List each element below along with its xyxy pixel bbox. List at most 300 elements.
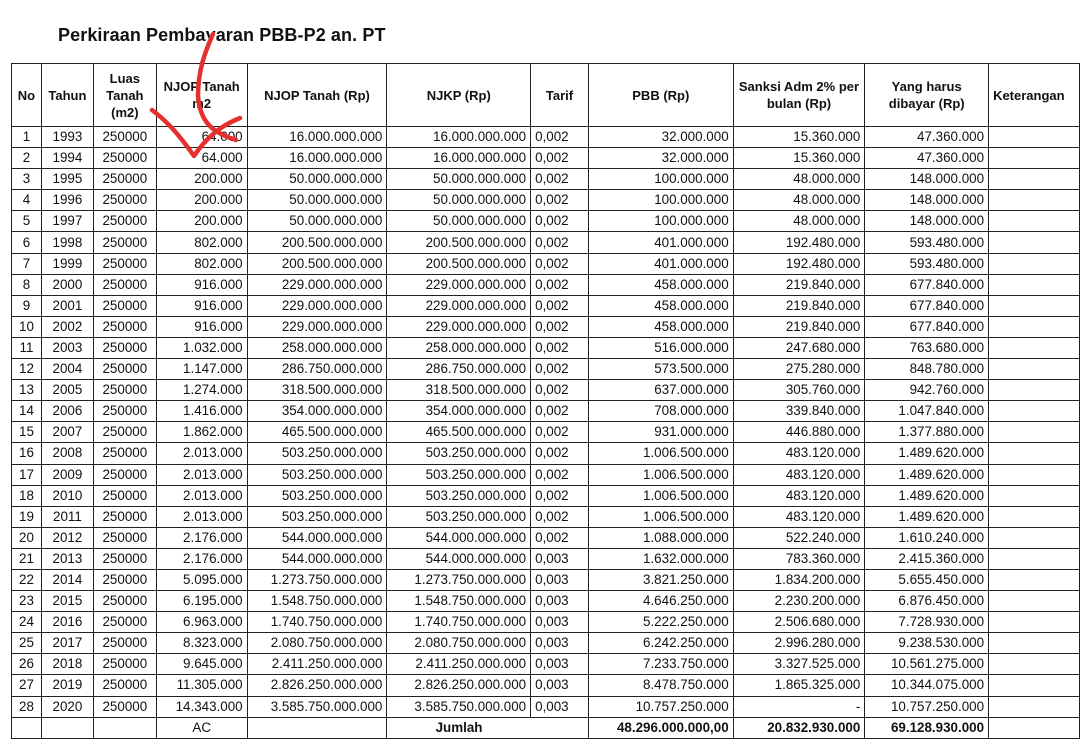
- cell-luas: 250000: [93, 612, 156, 633]
- cell-njop-m2: 2.013.000: [156, 485, 247, 506]
- cell-pbb: 1.632.000.000: [588, 548, 733, 569]
- cell-njop-m2: 64.000: [156, 148, 247, 169]
- cell-keterangan: [989, 485, 1080, 506]
- cell-tarif: 0,002: [531, 127, 589, 148]
- table-row: [12, 548, 1080, 569]
- cell-keterangan: [989, 127, 1080, 148]
- cell-keterangan: [989, 422, 1080, 443]
- total-ac: AC: [156, 717, 247, 738]
- cell-pbb: 931.000.000: [588, 422, 733, 443]
- cell-total: 10.757.250.000: [865, 696, 989, 717]
- cell-luas: 250000: [93, 675, 156, 696]
- table-body: [12, 127, 1080, 739]
- cell-njkp: 503.250.000.000: [387, 506, 531, 527]
- page-title: Perkiraan Pembayaran PBB-P2 an. PT: [58, 25, 386, 45]
- cell-tahun: 2003: [41, 337, 93, 358]
- cell-njkp: 3.585.750.000.000: [387, 696, 531, 717]
- cell-pbb: 1.006.500.000: [588, 443, 733, 464]
- cell-njop-m2: 6.195.000: [156, 591, 247, 612]
- cell-keterangan: [989, 211, 1080, 232]
- cell-tahun: 1998: [41, 232, 93, 253]
- cell-keterangan: [989, 527, 1080, 548]
- cell-sanksi: 48.000.000: [733, 169, 865, 190]
- cell-total: 6.876.450.000: [865, 591, 989, 612]
- cell-pbb: 32.000.000: [588, 127, 733, 148]
- cell-no: 6: [12, 232, 42, 253]
- cell-njop-m2: 200.000: [156, 190, 247, 211]
- cell-sanksi: 483.120.000: [733, 443, 865, 464]
- header-pbb: PBB (Rp): [588, 64, 733, 127]
- header-row: [12, 64, 1080, 127]
- cell-tarif: 0,002: [531, 380, 589, 401]
- total-cell-empty-4: [247, 717, 387, 738]
- cell-no: 25: [12, 633, 42, 654]
- header-tahun: Tahun: [41, 64, 93, 127]
- cell-tarif: 0,003: [531, 569, 589, 590]
- header-yang-harus-dibayar: Yang harus dibayar (Rp): [865, 64, 989, 127]
- cell-no: 7: [12, 253, 42, 274]
- cell-njkp: 2.411.250.000.000: [387, 654, 531, 675]
- cell-luas: 250000: [93, 148, 156, 169]
- cell-tarif: 0,002: [531, 148, 589, 169]
- cell-njop: 1.273.750.000.000: [247, 569, 387, 590]
- cell-luas: 250000: [93, 274, 156, 295]
- cell-njkp: 503.250.000.000: [387, 485, 531, 506]
- cell-keterangan: [989, 295, 1080, 316]
- cell-pbb: 6.242.250.000: [588, 633, 733, 654]
- cell-tahun: 2000: [41, 274, 93, 295]
- cell-pbb: 458.000.000: [588, 316, 733, 337]
- cell-njop-m2: 916.000: [156, 274, 247, 295]
- cell-njop-m2: 916.000: [156, 316, 247, 337]
- cell-njop: 50.000.000.000: [247, 211, 387, 232]
- cell-luas: 250000: [93, 316, 156, 337]
- cell-total: 5.655.450.000: [865, 569, 989, 590]
- cell-luas: 250000: [93, 654, 156, 675]
- cell-tahun: 1993: [41, 127, 93, 148]
- cell-keterangan: [989, 548, 1080, 569]
- cell-tarif: 0,002: [531, 253, 589, 274]
- table-row: [12, 295, 1080, 316]
- total-sanksi: 20.832.930.000: [733, 717, 865, 738]
- cell-njop-m2: 1.416.000: [156, 401, 247, 422]
- cell-no: 8: [12, 274, 42, 295]
- cell-pbb: 3.821.250.000: [588, 569, 733, 590]
- table-row: [12, 464, 1080, 485]
- cell-total: 148.000.000: [865, 169, 989, 190]
- total-row: [12, 717, 1080, 738]
- cell-njkp: 318.500.000.000: [387, 380, 531, 401]
- cell-tahun: 2005: [41, 380, 93, 401]
- cell-total: 677.840.000: [865, 295, 989, 316]
- cell-tarif: 0,003: [531, 612, 589, 633]
- cell-total: 47.360.000: [865, 148, 989, 169]
- table-row: [12, 443, 1080, 464]
- cell-no: 3: [12, 169, 42, 190]
- cell-no: 4: [12, 190, 42, 211]
- cell-sanksi: 15.360.000: [733, 148, 865, 169]
- cell-luas: 250000: [93, 633, 156, 654]
- table-row: [12, 211, 1080, 232]
- cell-tarif: 0,003: [531, 654, 589, 675]
- cell-keterangan: [989, 380, 1080, 401]
- table-row: [12, 127, 1080, 148]
- cell-njkp: 2.080.750.000.000: [387, 633, 531, 654]
- cell-luas: 250000: [93, 211, 156, 232]
- cell-tarif: 0,002: [531, 211, 589, 232]
- cell-pbb: 573.500.000: [588, 359, 733, 380]
- cell-total: 1.610.240.000: [865, 527, 989, 548]
- cell-njop-m2: 2.176.000: [156, 548, 247, 569]
- table-row: [12, 232, 1080, 253]
- cell-tahun: 2004: [41, 359, 93, 380]
- cell-tahun: 2015: [41, 591, 93, 612]
- cell-keterangan: [989, 148, 1080, 169]
- total-cell-empty-3: [93, 717, 156, 738]
- cell-no: 18: [12, 485, 42, 506]
- cell-njop: 200.500.000.000: [247, 253, 387, 274]
- cell-total: 9.238.530.000: [865, 633, 989, 654]
- cell-njop-m2: 1.147.000: [156, 359, 247, 380]
- cell-njkp: 16.000.000.000: [387, 127, 531, 148]
- cell-njop-m2: 802.000: [156, 253, 247, 274]
- total-grand: 69.128.930.000: [865, 717, 989, 738]
- header-no: No: [12, 64, 42, 127]
- total-pbb: 48.296.000.000,00: [588, 717, 733, 738]
- cell-njkp: 503.250.000.000: [387, 464, 531, 485]
- cell-total: 1.489.620.000: [865, 485, 989, 506]
- cell-njkp: 503.250.000.000: [387, 443, 531, 464]
- cell-tarif: 0,002: [531, 359, 589, 380]
- cell-njop: 503.250.000.000: [247, 464, 387, 485]
- cell-total: 10.344.075.000: [865, 675, 989, 696]
- cell-luas: 250000: [93, 232, 156, 253]
- cell-sanksi: 192.480.000: [733, 253, 865, 274]
- cell-pbb: 10.757.250.000: [588, 696, 733, 717]
- cell-luas: 250000: [93, 401, 156, 422]
- cell-njop-m2: 14.343.000: [156, 696, 247, 717]
- cell-pbb: 100.000.000: [588, 190, 733, 211]
- cell-no: 16: [12, 443, 42, 464]
- cell-njop: 503.250.000.000: [247, 506, 387, 527]
- cell-luas: 250000: [93, 253, 156, 274]
- cell-njop-m2: 1.032.000: [156, 337, 247, 358]
- cell-sanksi: 2.506.680.000: [733, 612, 865, 633]
- cell-njop: 2.080.750.000.000: [247, 633, 387, 654]
- cell-no: 5: [12, 211, 42, 232]
- cell-tahun: 2014: [41, 569, 93, 590]
- cell-njop: 258.000.000.000: [247, 337, 387, 358]
- cell-total: 1.047.840.000: [865, 401, 989, 422]
- cell-total: 677.840.000: [865, 274, 989, 295]
- cell-njop: 2.411.250.000.000: [247, 654, 387, 675]
- cell-keterangan: [989, 316, 1080, 337]
- table-row: [12, 422, 1080, 443]
- cell-keterangan: [989, 696, 1080, 717]
- table-row: [12, 274, 1080, 295]
- cell-njop: 1.740.750.000.000: [247, 612, 387, 633]
- header-njop-tanah: NJOP Tanah (Rp): [247, 64, 387, 127]
- cell-sanksi: 483.120.000: [733, 464, 865, 485]
- cell-keterangan: [989, 401, 1080, 422]
- cell-tarif: 0,002: [531, 190, 589, 211]
- cell-tahun: 1996: [41, 190, 93, 211]
- cell-pbb: 100.000.000: [588, 211, 733, 232]
- cell-no: 12: [12, 359, 42, 380]
- total-cell-empty-5: [531, 717, 589, 738]
- cell-sanksi: 305.760.000: [733, 380, 865, 401]
- pbb-table: [11, 63, 1080, 739]
- cell-sanksi: 15.360.000: [733, 127, 865, 148]
- cell-pbb: 401.000.000: [588, 253, 733, 274]
- cell-luas: 250000: [93, 127, 156, 148]
- cell-pbb: 1.006.500.000: [588, 485, 733, 506]
- table-row: [12, 401, 1080, 422]
- cell-njop: 465.500.000.000: [247, 422, 387, 443]
- cell-njkp: 354.000.000.000: [387, 401, 531, 422]
- cell-njop-m2: 2.176.000: [156, 527, 247, 548]
- cell-sanksi: 2.230.200.000: [733, 591, 865, 612]
- cell-tahun: 2006: [41, 401, 93, 422]
- cell-njop: 50.000.000.000: [247, 169, 387, 190]
- cell-total: 1.489.620.000: [865, 506, 989, 527]
- cell-tahun: 1995: [41, 169, 93, 190]
- cell-luas: 250000: [93, 422, 156, 443]
- cell-njop-m2: 1.862.000: [156, 422, 247, 443]
- cell-njop-m2: 11.305.000: [156, 675, 247, 696]
- cell-pbb: 8.478.750.000: [588, 675, 733, 696]
- cell-pbb: 401.000.000: [588, 232, 733, 253]
- cell-njkp: 258.000.000.000: [387, 337, 531, 358]
- cell-keterangan: [989, 359, 1080, 380]
- cell-tarif: 0,002: [531, 422, 589, 443]
- cell-no: 10: [12, 316, 42, 337]
- table-row: [12, 148, 1080, 169]
- cell-total: 763.680.000: [865, 337, 989, 358]
- cell-sanksi: 192.480.000: [733, 232, 865, 253]
- cell-no: 17: [12, 464, 42, 485]
- cell-keterangan: [989, 612, 1080, 633]
- cell-njop: 229.000.000.000: [247, 316, 387, 337]
- cell-njop-m2: 8.323.000: [156, 633, 247, 654]
- cell-luas: 250000: [93, 485, 156, 506]
- cell-tarif: 0,002: [531, 527, 589, 548]
- cell-njop-m2: 200.000: [156, 211, 247, 232]
- cell-no: 21: [12, 548, 42, 569]
- cell-tahun: 2009: [41, 464, 93, 485]
- cell-no: 24: [12, 612, 42, 633]
- cell-tarif: 0,002: [531, 295, 589, 316]
- cell-njop-m2: 6.963.000: [156, 612, 247, 633]
- cell-no: 20: [12, 527, 42, 548]
- cell-njkp: 50.000.000.000: [387, 211, 531, 232]
- cell-keterangan: [989, 506, 1080, 527]
- cell-luas: 250000: [93, 190, 156, 211]
- table-row: [12, 527, 1080, 548]
- cell-no: 22: [12, 569, 42, 590]
- cell-pbb: 1.006.500.000: [588, 464, 733, 485]
- cell-luas: 250000: [93, 548, 156, 569]
- cell-sanksi: 783.360.000: [733, 548, 865, 569]
- cell-total: 677.840.000: [865, 316, 989, 337]
- table-row: [12, 316, 1080, 337]
- table-row: [12, 380, 1080, 401]
- cell-njop: 16.000.000.000: [247, 127, 387, 148]
- table-row: [12, 591, 1080, 612]
- cell-tarif: 0,002: [531, 274, 589, 295]
- cell-njop: 354.000.000.000: [247, 401, 387, 422]
- cell-total: 1.377.880.000: [865, 422, 989, 443]
- cell-njop: 503.250.000.000: [247, 443, 387, 464]
- cell-luas: 250000: [93, 569, 156, 590]
- cell-tarif: 0,002: [531, 464, 589, 485]
- cell-luas: 250000: [93, 380, 156, 401]
- cell-sanksi: 339.840.000: [733, 401, 865, 422]
- cell-tarif: 0,002: [531, 337, 589, 358]
- cell-total: 593.480.000: [865, 232, 989, 253]
- cell-pbb: 1.006.500.000: [588, 506, 733, 527]
- cell-tahun: 1999: [41, 253, 93, 274]
- header-tarif: Tarif: [531, 64, 589, 127]
- cell-njop: 200.500.000.000: [247, 232, 387, 253]
- cell-njop-m2: 802.000: [156, 232, 247, 253]
- cell-pbb: 100.000.000: [588, 169, 733, 190]
- cell-njop: 2.826.250.000.000: [247, 675, 387, 696]
- cell-keterangan: [989, 464, 1080, 485]
- cell-total: 942.760.000: [865, 380, 989, 401]
- cell-pbb: 1.088.000.000: [588, 527, 733, 548]
- cell-luas: 250000: [93, 359, 156, 380]
- cell-sanksi: 247.680.000: [733, 337, 865, 358]
- cell-luas: 250000: [93, 591, 156, 612]
- cell-njkp: 1.740.750.000.000: [387, 612, 531, 633]
- cell-njkp: 229.000.000.000: [387, 316, 531, 337]
- cell-njop-m2: 2.013.000: [156, 506, 247, 527]
- cell-tarif: 0,002: [531, 232, 589, 253]
- table-row: [12, 569, 1080, 590]
- cell-sanksi: 219.840.000: [733, 316, 865, 337]
- cell-luas: 250000: [93, 464, 156, 485]
- cell-njkp: 544.000.000.000: [387, 548, 531, 569]
- table-row: [12, 506, 1080, 527]
- cell-keterangan: [989, 654, 1080, 675]
- cell-njkp: 465.500.000.000: [387, 422, 531, 443]
- cell-tarif: 0,003: [531, 696, 589, 717]
- cell-no: 28: [12, 696, 42, 717]
- cell-no: 26: [12, 654, 42, 675]
- cell-tahun: 2019: [41, 675, 93, 696]
- cell-luas: 250000: [93, 506, 156, 527]
- cell-tahun: 1994: [41, 148, 93, 169]
- header-njkp: NJKP (Rp): [387, 64, 531, 127]
- cell-njkp: 200.500.000.000: [387, 232, 531, 253]
- cell-luas: 250000: [93, 169, 156, 190]
- cell-sanksi: 48.000.000: [733, 190, 865, 211]
- cell-keterangan: [989, 569, 1080, 590]
- cell-njkp: 544.000.000.000: [387, 527, 531, 548]
- cell-pbb: 5.222.250.000: [588, 612, 733, 633]
- cell-njkp: 50.000.000.000: [387, 169, 531, 190]
- cell-njop: 544.000.000.000: [247, 527, 387, 548]
- cell-total: 2.415.360.000: [865, 548, 989, 569]
- cell-njkp: 1.273.750.000.000: [387, 569, 531, 590]
- cell-njop: 544.000.000.000: [247, 548, 387, 569]
- cell-njkp: 229.000.000.000: [387, 295, 531, 316]
- cell-sanksi: 48.000.000: [733, 211, 865, 232]
- table-row: [12, 485, 1080, 506]
- header-luas-tanah: Luas Tanah (m2): [93, 64, 156, 127]
- total-cell-empty-1: [12, 717, 42, 738]
- cell-njop-m2: 200.000: [156, 169, 247, 190]
- cell-no: 23: [12, 591, 42, 612]
- cell-luas: 250000: [93, 295, 156, 316]
- table-row: [12, 612, 1080, 633]
- cell-no: 1: [12, 127, 42, 148]
- cell-no: 27: [12, 675, 42, 696]
- header-njop-m2: NJOP Tanah m2: [156, 64, 247, 127]
- cell-njop-m2: 5.095.000: [156, 569, 247, 590]
- cell-tarif: 0,003: [531, 591, 589, 612]
- cell-keterangan: [989, 274, 1080, 295]
- cell-pbb: 4.646.250.000: [588, 591, 733, 612]
- cell-sanksi: 483.120.000: [733, 506, 865, 527]
- cell-njop: 503.250.000.000: [247, 485, 387, 506]
- cell-sanksi: 219.840.000: [733, 295, 865, 316]
- cell-tarif: 0,002: [531, 401, 589, 422]
- cell-njop: 318.500.000.000: [247, 380, 387, 401]
- cell-tahun: 2002: [41, 316, 93, 337]
- table-row: [12, 190, 1080, 211]
- table-row: [12, 654, 1080, 675]
- cell-total: 148.000.000: [865, 190, 989, 211]
- cell-njop-m2: 1.274.000: [156, 380, 247, 401]
- cell-tahun: 2017: [41, 633, 93, 654]
- cell-tahun: 1997: [41, 211, 93, 232]
- cell-sanksi: 522.240.000: [733, 527, 865, 548]
- cell-keterangan: [989, 591, 1080, 612]
- cell-tarif: 0,002: [531, 506, 589, 527]
- cell-tarif: 0,002: [531, 443, 589, 464]
- table-row: [12, 253, 1080, 274]
- cell-total: 148.000.000: [865, 211, 989, 232]
- cell-njkp: 16.000.000.000: [387, 148, 531, 169]
- cell-njop-m2: 64.000: [156, 127, 247, 148]
- cell-keterangan: [989, 232, 1080, 253]
- cell-njop-m2: 916.000: [156, 295, 247, 316]
- cell-sanksi: 2.996.280.000: [733, 633, 865, 654]
- cell-njkp: 1.548.750.000.000: [387, 591, 531, 612]
- cell-tarif: 0,003: [531, 548, 589, 569]
- cell-luas: 250000: [93, 527, 156, 548]
- cell-keterangan: [989, 253, 1080, 274]
- cell-no: 9: [12, 295, 42, 316]
- cell-tarif: 0,003: [531, 633, 589, 654]
- cell-total: 47.360.000: [865, 127, 989, 148]
- table-row: [12, 337, 1080, 358]
- cell-njkp: 2.826.250.000.000: [387, 675, 531, 696]
- cell-njkp: 229.000.000.000: [387, 274, 531, 295]
- cell-keterangan: [989, 190, 1080, 211]
- table-row: [12, 169, 1080, 190]
- cell-keterangan: [989, 169, 1080, 190]
- table-row: [12, 675, 1080, 696]
- cell-tarif: 0,002: [531, 316, 589, 337]
- cell-njop: 16.000.000.000: [247, 148, 387, 169]
- cell-njkp: 286.750.000.000: [387, 359, 531, 380]
- cell-sanksi: 3.327.525.000: [733, 654, 865, 675]
- cell-tarif: 0,003: [531, 675, 589, 696]
- cell-total: 7.728.930.000: [865, 612, 989, 633]
